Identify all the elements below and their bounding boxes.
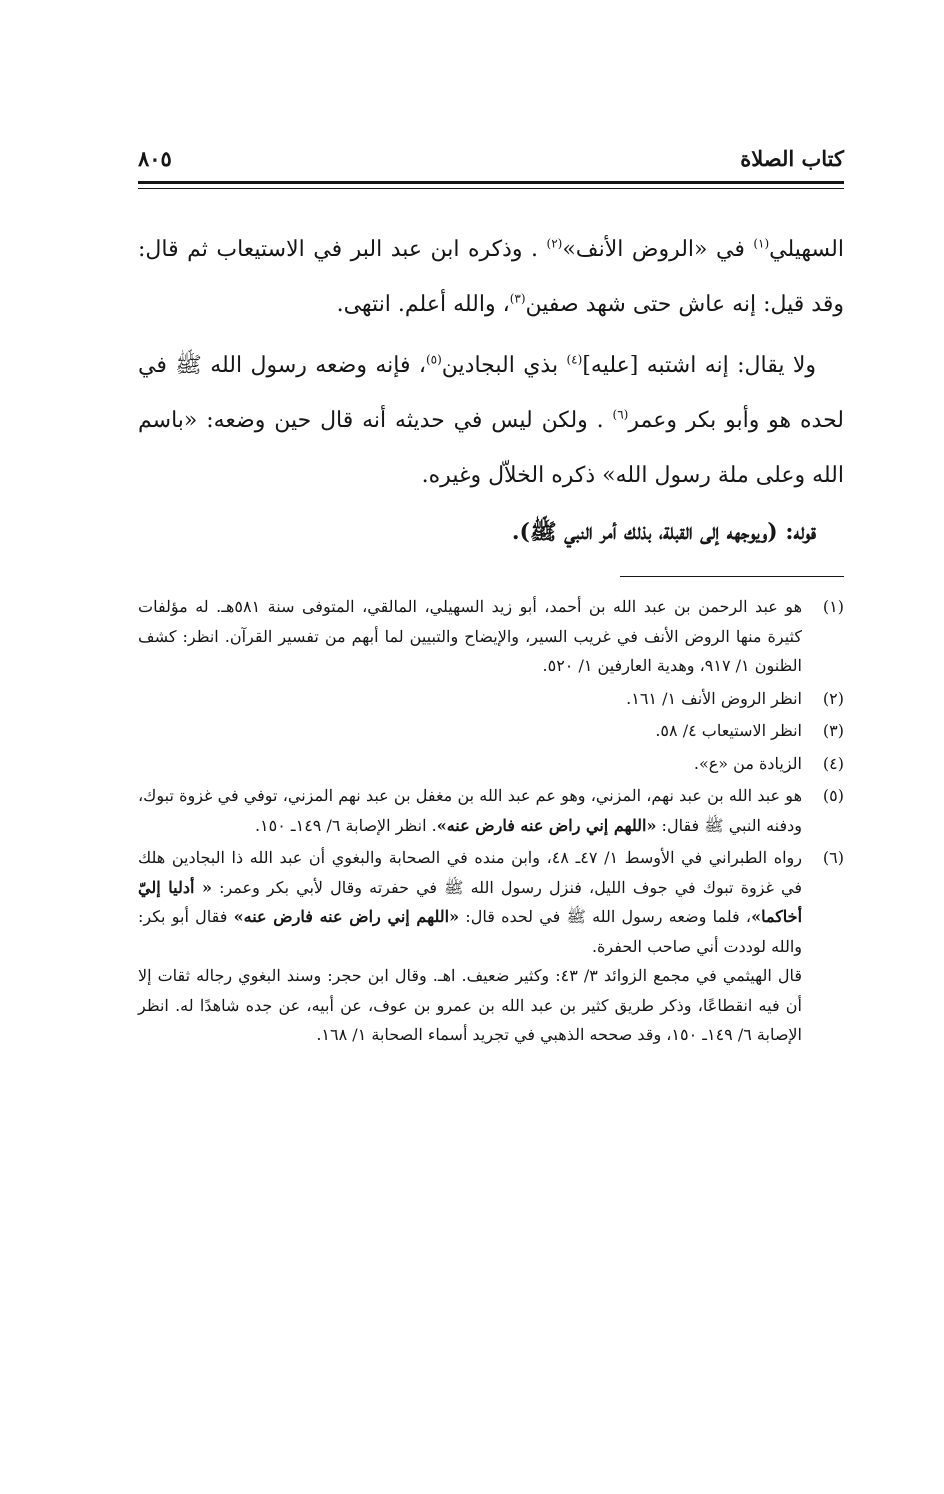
footnote-text-continued: قال الهيثمي في مجمع الزوائد ٣/ ٤٣: وكثير ضعيف. اهـ. وقال ابن حجر: وسند البغوي رجاله ثقات إلا أن فيه انقطاعًا، وذكر طريق كثير بن عبد الله بن عمرو بن عوف، عن أبيه، عن جده شاهدًا له. انظر الإصابة ٦/ ١٤٩ـ ١٥٠، وقد صححه الذهبي في تجريد أسماء الصحابة ١/ ١٦٨. — [138, 966, 802, 1044]
chapter-title: كتاب الصلاة — [740, 146, 844, 171]
footnote-ref-5: (٥) — [425, 352, 442, 367]
footnote-number: (١) — [822, 597, 844, 616]
running-header — [138, 138, 844, 182]
footnote-text: انظر الاستيعاب ٤/ ٥٨. — [655, 721, 802, 740]
footnote-2 — [138, 684, 844, 714]
footnote-ref-1: (١) — [753, 236, 770, 251]
paragraph-2: ولا يقال: إنه اشتبه [عليه]$^{(٤)}$ بذي البجادين$^{(٥)}$، فإنه وضعه رسول الله ﷺ في لحده هو وأبو بكر وعمر$^{(٦)}$ . ولكن ليس في حديثه أنه قال حين وضعه: «باسم الله وعلى ملة رسول الله» ذكره الخلاّل وغيره. — [138, 352, 844, 488]
footnote-text: هو عبد الرحمن بن عبد الله بن أحمد، أبو زيد السهيلي، المالقي، المتوفى سنة ٥٨١هـ. له مؤلفات كثيرة منها الروض الأنف في غريب السير، والإيضاح والتبيين لما أبهم من تفسير القرآن. انظر: كشف الظنون ١/ ٩١٧، وهدية العارفين ١/ ٥٢٠. — [138, 597, 803, 675]
footnote-5 — [138, 781, 844, 840]
footnote-ref-4: (٤) — [566, 352, 583, 367]
footnote-text: الزيادة من «ع». — [693, 753, 802, 773]
footnote-4 — [138, 749, 844, 779]
footnote-3 — [138, 716, 844, 746]
quoted-statement: قوله: (ويوجهه إلى القبلة، بذلك أمر النبي ﷺ). — [511, 519, 816, 545]
footnote-number: (٤) — [822, 753, 844, 773]
hadith-quote: « أدليا إليّ أخاكما» — [138, 877, 803, 926]
footnote-ref-3: (٣) — [509, 291, 526, 306]
hadith-quote: «اللهم إني راض عنه فارض عنه» — [436, 815, 657, 835]
footnote-number: (٦) — [822, 848, 844, 867]
main-text — [138, 222, 844, 560]
footnote-text: انظر الروض الأنف ١/ ١٦١. — [626, 688, 802, 708]
footnote-number: (٢) — [822, 688, 844, 708]
hadith-quote: «اللهم إني راض عنه فارض عنه» — [233, 907, 460, 926]
footnote-ref-2: (٢) — [546, 236, 563, 251]
footnote-6 — [138, 843, 844, 1050]
footnote-ref-6: (٦) — [612, 407, 629, 422]
paragraph-1: السهيلي$^{(١)}$ في «الروض الأنف»$^{(٢)}$ . وذكره ابن عبد البر في الاستيعاب ثم قال: وقد قيل: إنه عاش حتى شهد صفين$^{(٣)}$، والله أعلم. انتهى. — [138, 236, 844, 317]
page-number: ٨٠٥ — [138, 146, 172, 171]
footnote-text: هو عبد الله بن عبد نهم، المزني، وهو عم عبد الله بن مغفل بن عبد نهم المزني، توفي في غزوة تبوك، ودفنه النبي ﷺ فقال: «اللهم إني راض عنه فارض عنه». انظر الإصابة ٦/ ١٤٩ـ ١٥٠. — [138, 786, 803, 835]
footnote-separator — [620, 576, 844, 577]
footnote-text: رواه الطبراني في الأوسط ١/ ٤٧ـ ٤٨، وابن منده في الصحابة والبغوي أن عبد الله ذا البجادين هلك في غزوة تبوك في جوف الليل، فنزل رسول الله ﷺ في حفرته وقال لأبي بكر وعمر: « أدليا إليّ أخاكما»، فلما وضعه رسول الله ﷺ في لحده قال: «اللهم إني راض عنه فارض عنه» فقال أبو بكر: والله لوددت أني صاحب الحفرة. — [138, 848, 803, 956]
header-rule-thin — [138, 188, 844, 189]
footnote-number: (٣) — [822, 721, 844, 740]
header-rule-thick — [138, 181, 844, 184]
footnotes — [138, 592, 844, 1053]
footnote-number: (٥) — [822, 786, 844, 805]
footnote-1 — [138, 592, 844, 681]
